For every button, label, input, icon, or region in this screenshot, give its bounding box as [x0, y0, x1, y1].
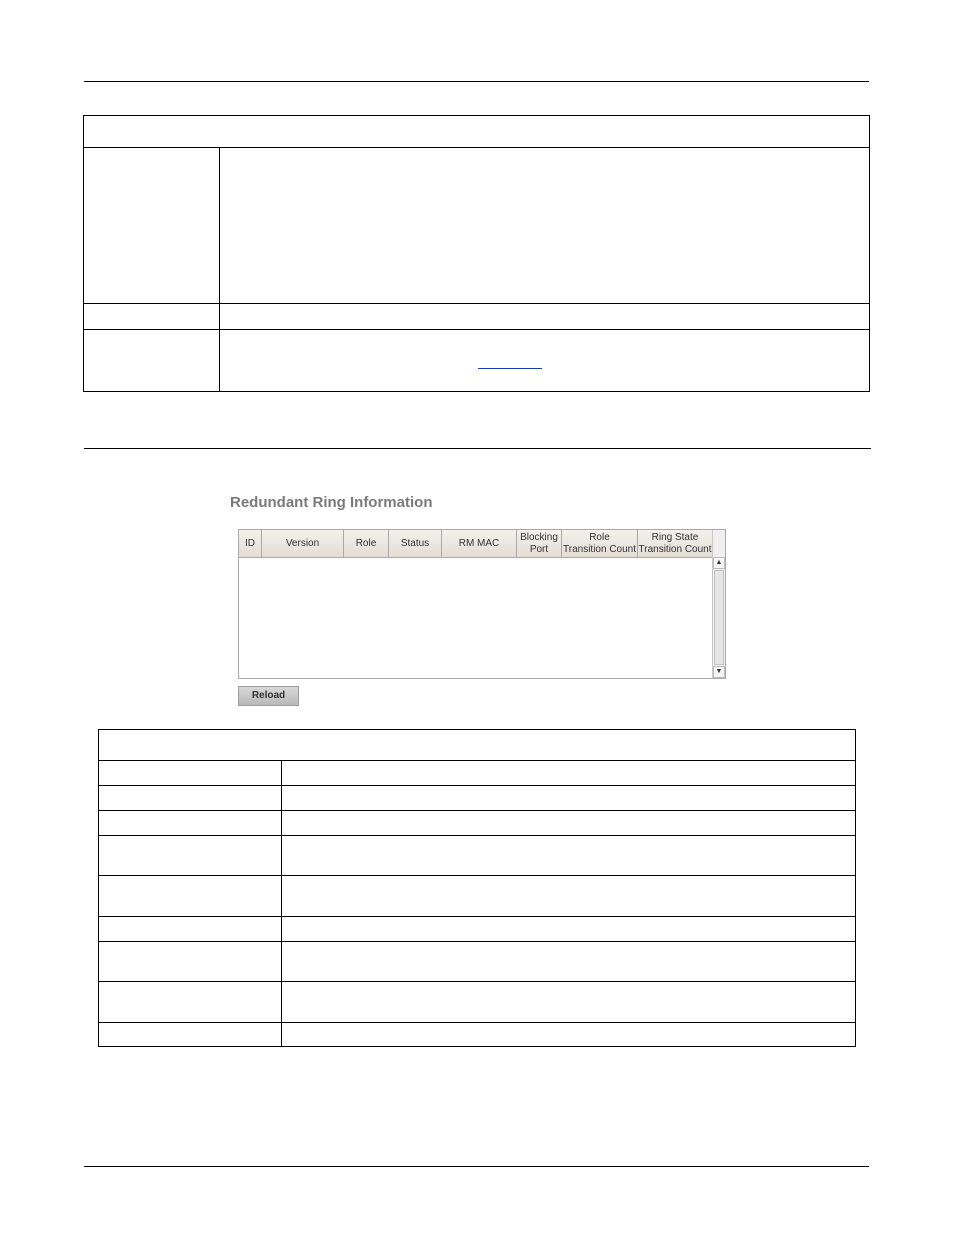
column-header-role[interactable]: Role — [344, 530, 389, 557]
ring-info-grid — [238, 529, 726, 679]
column-header-blocking-port[interactable]: Blocking Port — [517, 530, 562, 557]
table-row-divider — [83, 329, 870, 330]
table-row-divider — [98, 835, 856, 836]
scroll-thumb[interactable] — [714, 570, 724, 665]
table-row-divider — [98, 916, 856, 917]
table-row-divider — [98, 981, 856, 982]
column-header-role-transition-count[interactable]: Role Transition Count — [562, 530, 638, 557]
column-header-status[interactable]: Status — [389, 530, 442, 557]
scroll-down-arrow-icon[interactable]: ▼ — [713, 666, 725, 678]
table-row-divider — [83, 303, 870, 304]
vertical-scrollbar[interactable] — [712, 530, 725, 678]
table-column-divider — [219, 147, 220, 392]
grid-header — [239, 530, 713, 558]
column-header-ring-state-transition-count[interactable]: Ring State Transition Count — [638, 530, 713, 557]
section-rule — [84, 448, 871, 449]
table-row-divider — [83, 147, 870, 148]
table-row-divider — [98, 941, 856, 942]
cross-reference-link[interactable] — [478, 368, 542, 369]
table-row-divider — [98, 875, 856, 876]
reload-button[interactable]: Reload — [238, 686, 299, 706]
column-header-version[interactable]: Version — [262, 530, 344, 557]
description-table-bottom — [98, 729, 856, 1047]
description-table-top — [83, 115, 870, 392]
column-header-rm-mac[interactable]: RM MAC — [442, 530, 517, 557]
table-row-divider — [98, 785, 856, 786]
table-row-divider — [98, 760, 856, 761]
panel-title: Redundant Ring Information — [230, 494, 433, 511]
footer-rule — [84, 1166, 869, 1167]
scroll-up-arrow-icon[interactable]: ▲ — [713, 557, 725, 569]
table-column-divider — [281, 760, 282, 1047]
header-rule — [84, 81, 869, 82]
column-header-id[interactable]: ID — [239, 530, 262, 557]
table-row-divider — [98, 810, 856, 811]
table-row-divider — [98, 1022, 856, 1023]
